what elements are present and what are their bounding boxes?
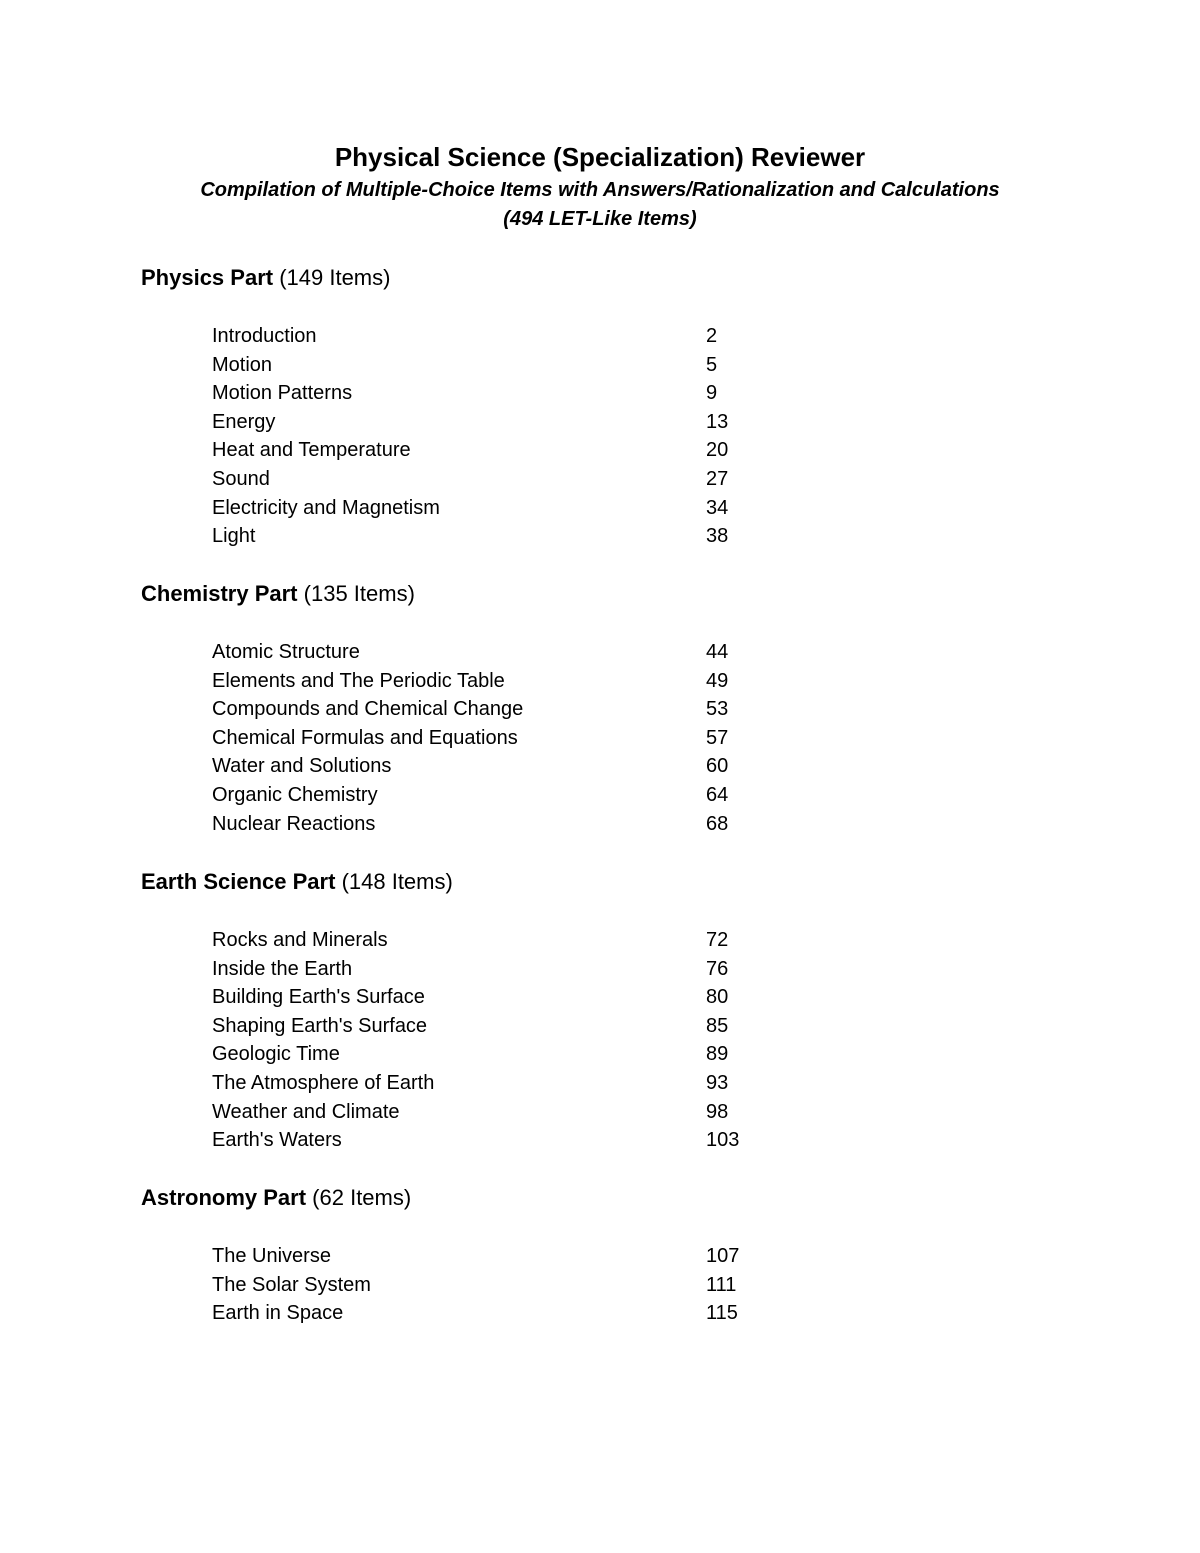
toc-entry-title: Rocks and Minerals	[212, 929, 388, 951]
section-item-count: (135 Items)	[303, 581, 415, 606]
section-heading	[141, 580, 415, 608]
toc-entry-page-number: 60	[706, 755, 729, 778]
toc-entry-title: Motion	[212, 353, 273, 376]
toc-entry-page-number: 44	[706, 641, 729, 663]
section-heading	[141, 1184, 411, 1212]
toc-entry	[0, 926, 1200, 954]
section-name: Astronomy Part	[141, 1185, 307, 1210]
toc-entry	[0, 1271, 1200, 1299]
toc-entry-page-number: 38	[706, 525, 729, 548]
document-title: Physical Science (Specialization) Reviewer	[334, 142, 866, 172]
toc-entry	[0, 1098, 1200, 1126]
section-item-count: (148 Items)	[341, 869, 453, 894]
toc-entry-title: Heat and Temperature	[212, 439, 411, 462]
toc-entry-page-number: 53	[706, 698, 729, 721]
toc-entry-title: Nuclear Reactions	[212, 812, 376, 835]
toc-entry-page-number: 80	[706, 986, 729, 1009]
toc-entry	[0, 351, 1200, 379]
toc-entry-title: Energy	[212, 410, 276, 433]
toc-entry-title: Atomic Structure	[212, 641, 360, 663]
section-heading	[141, 868, 453, 896]
toc-entry	[0, 408, 1200, 436]
toc-entry-title: Motion Patterns	[212, 382, 353, 405]
toc-entry-title: Sound	[212, 468, 270, 490]
toc-entry-title: Compounds and Chemical Change	[212, 698, 524, 721]
toc-entry-title: The Solar System	[212, 1273, 371, 1296]
section-name: Physics Part	[141, 265, 274, 290]
toc-entry-title: Introduction	[212, 325, 317, 347]
section-item-count: (62 Items)	[312, 1185, 412, 1210]
toc-entry	[0, 436, 1200, 464]
toc-entry-page-number: 107	[706, 1245, 740, 1267]
toc-entry-page-number: 111	[706, 1273, 737, 1296]
toc-entry-title: Organic Chemistry	[212, 784, 378, 806]
toc-entry	[0, 810, 1200, 838]
toc-entry-page-number: 72	[706, 929, 729, 951]
toc-entry-page-number: 27	[706, 468, 729, 490]
toc-entry	[0, 752, 1200, 780]
toc-entry	[0, 465, 1200, 493]
toc-entry	[0, 724, 1200, 752]
toc-entry-page-number: 89	[706, 1043, 729, 1066]
toc-entry	[0, 781, 1200, 809]
document-item-count: (494 LET-Like Items)	[503, 208, 697, 230]
toc-entry	[0, 667, 1200, 695]
toc-entry-title: Shaping Earth's Surface	[212, 1014, 428, 1037]
toc-entry-title: Inside the Earth	[212, 957, 353, 980]
toc-entry-page-number: 103	[706, 1129, 740, 1152]
toc-entry-page-number: 13	[706, 410, 729, 433]
toc-entry	[0, 1012, 1200, 1040]
toc-entry-title: Electricity and Magnetism	[212, 496, 440, 519]
toc-entry-title: Earth's Waters	[212, 1129, 342, 1152]
toc-entry-page-number: 2	[706, 325, 718, 347]
toc-entry	[0, 494, 1200, 522]
toc-entry-title: Elements and The Periodic Table	[212, 669, 505, 692]
toc-entry-page-number: 115	[706, 1302, 738, 1325]
toc-entry	[0, 983, 1200, 1011]
toc-entry	[0, 1126, 1200, 1154]
toc-entry-page-number: 76	[706, 957, 729, 980]
document-subtitle: Compilation of Multiple-Choice Items with Answers/Rationalization and Calculations	[200, 179, 1000, 201]
toc-entry-title: The Universe	[212, 1245, 331, 1267]
toc-entry-page-number: 57	[706, 726, 729, 749]
toc-entry	[0, 695, 1200, 723]
toc-entry-title: Light	[212, 525, 256, 548]
toc-entry-page-number: 5	[706, 353, 718, 376]
toc-entry-title: Chemical Formulas and Equations	[212, 726, 518, 749]
toc-entry-title: The Atmosphere of Earth	[212, 1072, 435, 1094]
section-heading	[141, 264, 390, 292]
toc-entry	[0, 1299, 1200, 1327]
toc-entry	[0, 955, 1200, 983]
toc-entry-page-number: 49	[706, 669, 729, 692]
toc-entry	[0, 379, 1200, 407]
toc-entry	[0, 522, 1200, 550]
toc-entry-page-number: 68	[706, 812, 729, 835]
toc-entry	[0, 1040, 1200, 1068]
toc-entry-title: Weather and Climate	[212, 1100, 400, 1123]
toc-entry-page-number: 9	[706, 382, 718, 405]
toc-entry	[0, 638, 1200, 666]
toc-entry-title: Geologic Time	[212, 1043, 340, 1066]
toc-entry-title: Earth in Space	[212, 1302, 344, 1325]
toc-entry-page-number: 93	[706, 1072, 729, 1094]
section-item-count: (149 Items)	[279, 265, 391, 290]
section-name: Earth Science Part	[141, 869, 336, 894]
toc-entry	[0, 1069, 1200, 1097]
toc-entry-page-number: 64	[706, 784, 729, 806]
toc-entry-page-number: 85	[706, 1014, 729, 1037]
toc-entry-page-number: 20	[706, 439, 729, 462]
toc-entry-title: Building Earth's Surface	[212, 986, 425, 1009]
toc-entry	[0, 1242, 1200, 1270]
toc-entry	[0, 322, 1200, 350]
section-name: Chemistry Part	[141, 581, 298, 606]
toc-entry-title: Water and Solutions	[212, 755, 392, 778]
toc-entry-page-number: 98	[706, 1100, 729, 1123]
toc-entry-page-number: 34	[706, 496, 729, 519]
